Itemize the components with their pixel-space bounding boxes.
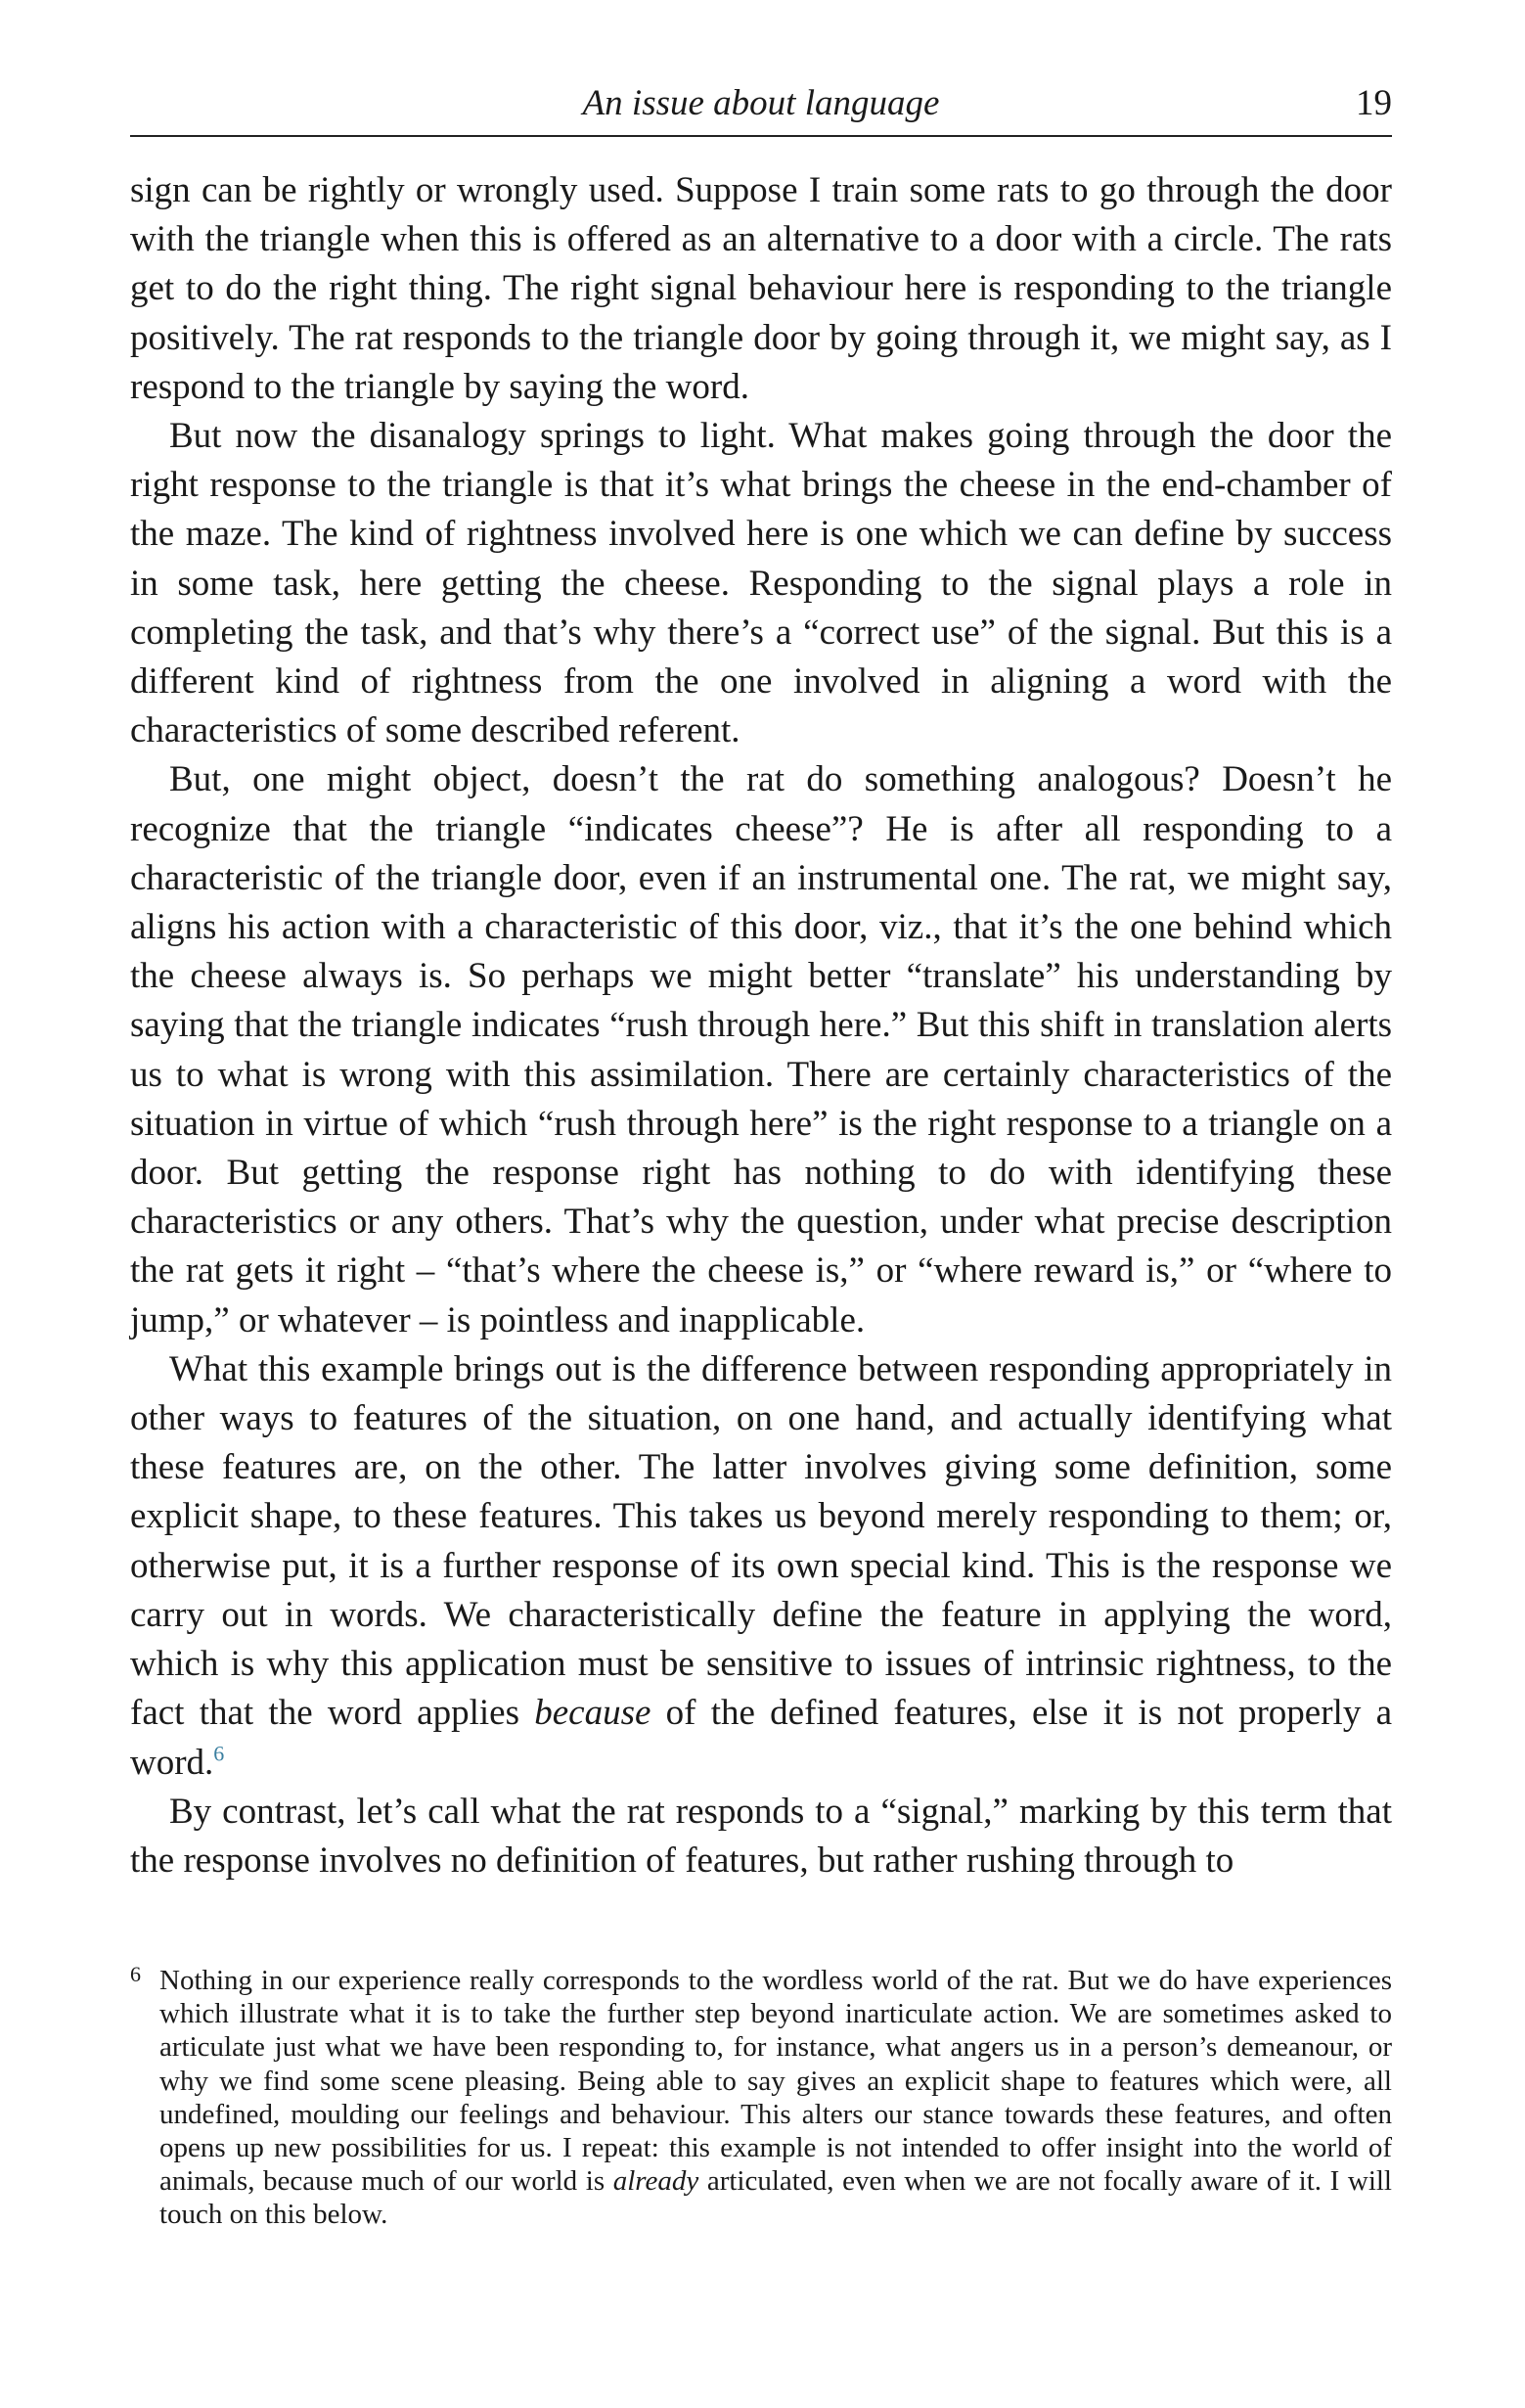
footnote-6 — [130, 1964, 1392, 2232]
paragraph-4-text-end: of the defined features, else it is not properly a word. — [130, 1693, 1392, 1783]
paragraph-4-emphasis: because — [534, 1693, 651, 1734]
footnotes — [130, 1964, 1392, 2232]
footnote-emphasis: already — [612, 2165, 699, 2198]
running-head — [130, 76, 1392, 137]
paragraph-2: But now the disanalogy springs to light. What makes going through the door the right response to the triangle is that it’s what brings the cheese in the end-chamber of the maze. The kind of rightness involved here is one which we can define by success in some task, here getting the cheese. Responding to the signal plays a role in completing the task, and that’s why there’s a “correct use” of the signal. But this is a different kind of rightness from the one involved in aligning a word with the characteristics of some described referent. — [130, 416, 1392, 751]
footnote-number: 6 — [130, 1962, 141, 1986]
footnote-reference-6[interactable]: 6 — [213, 1741, 225, 1766]
page-number: 19 — [1356, 83, 1392, 123]
paragraph-4 — [130, 1345, 1392, 1788]
paragraph-4-text-start: What this example brings out is the difference between responding appropriately in other ways to features of the situation, on one hand, and actually identifying what these features are, on the other. The latter involves giving some definition, some explicit shape, to these features. This takes us beyond merely responding to them; or, otherwise put, it is a further response of its own special kind. This is the response we carry out in words. We characteristically define the feature in applying the word, which is why this application must be sensitive to issues of intrinsic rightness, to the fact that the word applies — [130, 1348, 1392, 1734]
running-title: An issue about language — [582, 83, 940, 123]
paragraph-3: But, one might object, doesn’t the rat do something analogous? Doesn’t he recognize that the triangle “indicates cheese”? He is after all responding to a characteristic of the triangle door, even if an instrumental one. The rat, we might say, aligns his action with a characteristic of this door, viz., that it’s the one behind which the cheese always is. So perhaps we might better “translate” his understanding by saying that the triangle indicates “rush through here.” But this shift in translation alerts us to what is wrong with this assimilation. There are certainly characteristics of the situation in virtue of which “rush through here” is the right response to a triangle on a door. But getting the response right has nothing to do with identifying these characteristics or any others. That’s why the question, under what precise description the rat gets it right – “that’s where the cheese is,” or “where reward is,” or “where to jump,” or whatever – is pointless and inapplicable. — [130, 759, 1392, 1340]
paragraph-5: By contrast, let’s call what the rat responds to a “signal,” marking by this term that the response involves no definition of features, but rather rushing through to — [130, 1791, 1392, 1881]
footnote-text-start: Nothing in our experience really corresponds to the wordless world of the rat. But we do have experiences which illustrate what it is to take the further step beyond inarticulate action. We are sometimes asked to articulate just what we have been responding to, for instance, what angers us in a person’s demeanour, or why we find some scene pleasing. Being able to say gives an explicit shape to features which were, all undefined, moulding our feelings and behaviour. This alters our stance towards these features, and often opens up new possibilities for us. I repeat: this example is not intended to offer insight into the world of animals, because much of our world is — [159, 1965, 1392, 2198]
body-text — [130, 166, 1392, 1886]
paragraph-1: sign can be rightly or wrongly used. Suppose I train some rats to go through the door with the triangle when this is offered as an alternative to a door with a circle. The rats get to do the right thing. The right signal behaviour here is responding to the triangle positively. The rat responds to the triangle door by going through it, we might say, as I respond to the triangle by saying the word. — [130, 170, 1392, 407]
footnote-text-end: articulated, even when we are not focally aware of it. I will touch on this below. — [159, 2165, 1392, 2231]
